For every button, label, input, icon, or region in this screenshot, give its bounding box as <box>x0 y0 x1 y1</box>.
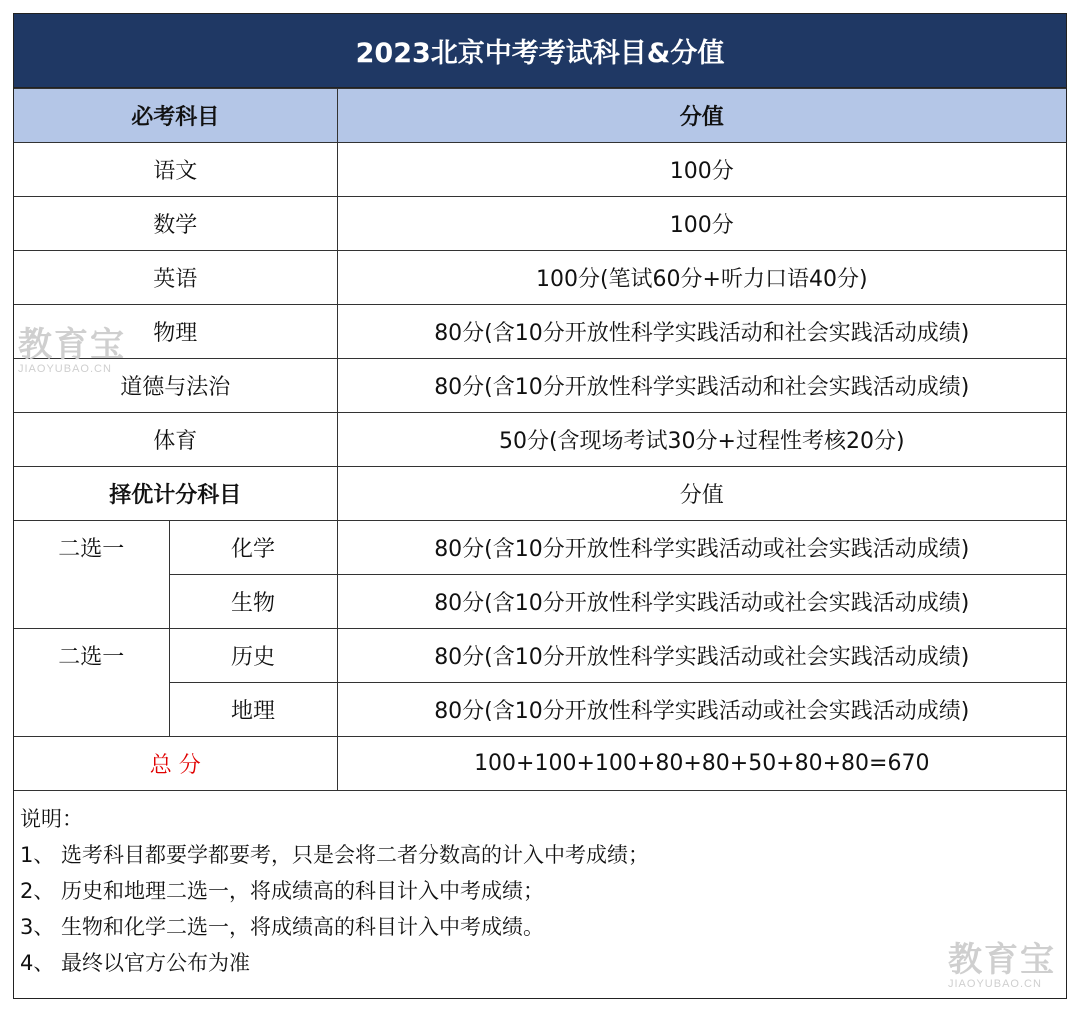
table-row <box>14 305 1066 359</box>
subject-cell: 体育 <box>14 413 337 467</box>
score-cell: 100分 <box>337 197 1066 251</box>
table-row <box>14 575 1066 629</box>
subject-cell: 道德与法治 <box>14 359 337 413</box>
table-row <box>14 413 1066 467</box>
score-cell: 100分 <box>337 143 1066 197</box>
elective-header-subject: 择优计分科目 <box>14 467 337 521</box>
table-row <box>14 359 1066 413</box>
subject-cell: 生物 <box>169 575 337 629</box>
score-table-card <box>13 13 1067 999</box>
subject-cell: 语文 <box>14 143 337 197</box>
group-cell: 二选一 <box>14 521 169 575</box>
total-row <box>14 737 1066 791</box>
watermark-url: JIAOYUBAO.CN <box>948 978 1042 990</box>
elective-header-score: 分值 <box>337 467 1066 521</box>
page-title: 2023北京中考考试科目&分值 <box>14 14 1066 88</box>
watermark-right <box>948 942 1056 990</box>
note-item: 2、 历史和地理二选一，将成绩高的科目计入中考成绩； <box>20 879 545 903</box>
watermark-url: JIAOYUBAO.CN <box>18 363 112 375</box>
score-table <box>14 88 1066 791</box>
header-subject: 必考科目 <box>14 89 337 143</box>
watermark-left <box>18 327 126 375</box>
score-cell: 100分(笔试60分+听力口语40分) <box>337 251 1066 305</box>
watermark-brand: 教育宝 <box>948 941 1056 979</box>
subject-cell: 化学 <box>169 521 337 575</box>
table-row <box>14 143 1066 197</box>
score-cell: 80分(含10分开放性科学实践活动或社会实践活动成绩) <box>337 629 1066 683</box>
table-row <box>14 683 1066 737</box>
group-cell <box>14 575 169 629</box>
score-cell: 80分(含10分开放性科学实践活动或社会实践活动成绩) <box>337 683 1066 737</box>
watermark-brand: 教育宝 <box>18 326 126 364</box>
total-formula: 100+100+100+80+80+50+80+80=670 <box>337 737 1066 791</box>
note-item: 4、 最终以官方公布为准 <box>20 951 251 975</box>
subject-cell: 历史 <box>169 629 337 683</box>
table-row <box>14 521 1066 575</box>
group-cell <box>14 683 169 737</box>
subject-cell: 物理 <box>14 305 337 359</box>
subject-cell: 地理 <box>169 683 337 737</box>
score-cell: 80分(含10分开放性科学实践活动和社会实践活动成绩) <box>337 359 1066 413</box>
table-row <box>14 251 1066 305</box>
score-cell: 80分(含10分开放性科学实践活动或社会实践活动成绩) <box>337 575 1066 629</box>
note-item: 1、 选考科目都要学都要考，只是会将二者分数高的计入中考成绩； <box>20 843 650 867</box>
score-cell: 50分(含现场考试30分+过程性考核20分) <box>337 413 1066 467</box>
header-score: 分值 <box>337 89 1066 143</box>
total-label: 总 分 <box>14 737 337 791</box>
note-item: 3、 生物和化学二选一，将成绩高的科目计入中考成绩。 <box>20 915 545 939</box>
subject-cell: 英语 <box>14 251 337 305</box>
score-cell: 80分(含10分开放性科学实践活动和社会实践活动成绩) <box>337 305 1066 359</box>
subject-cell: 数学 <box>14 197 337 251</box>
score-cell: 80分(含10分开放性科学实践活动或社会实践活动成绩) <box>337 521 1066 575</box>
group-cell: 二选一 <box>14 629 169 683</box>
table-header-row <box>14 89 1066 143</box>
notes-section <box>14 801 1066 981</box>
table-row <box>14 629 1066 683</box>
table-row <box>14 197 1066 251</box>
elective-header-row <box>14 467 1066 521</box>
notes-heading: 说明： <box>20 807 83 831</box>
